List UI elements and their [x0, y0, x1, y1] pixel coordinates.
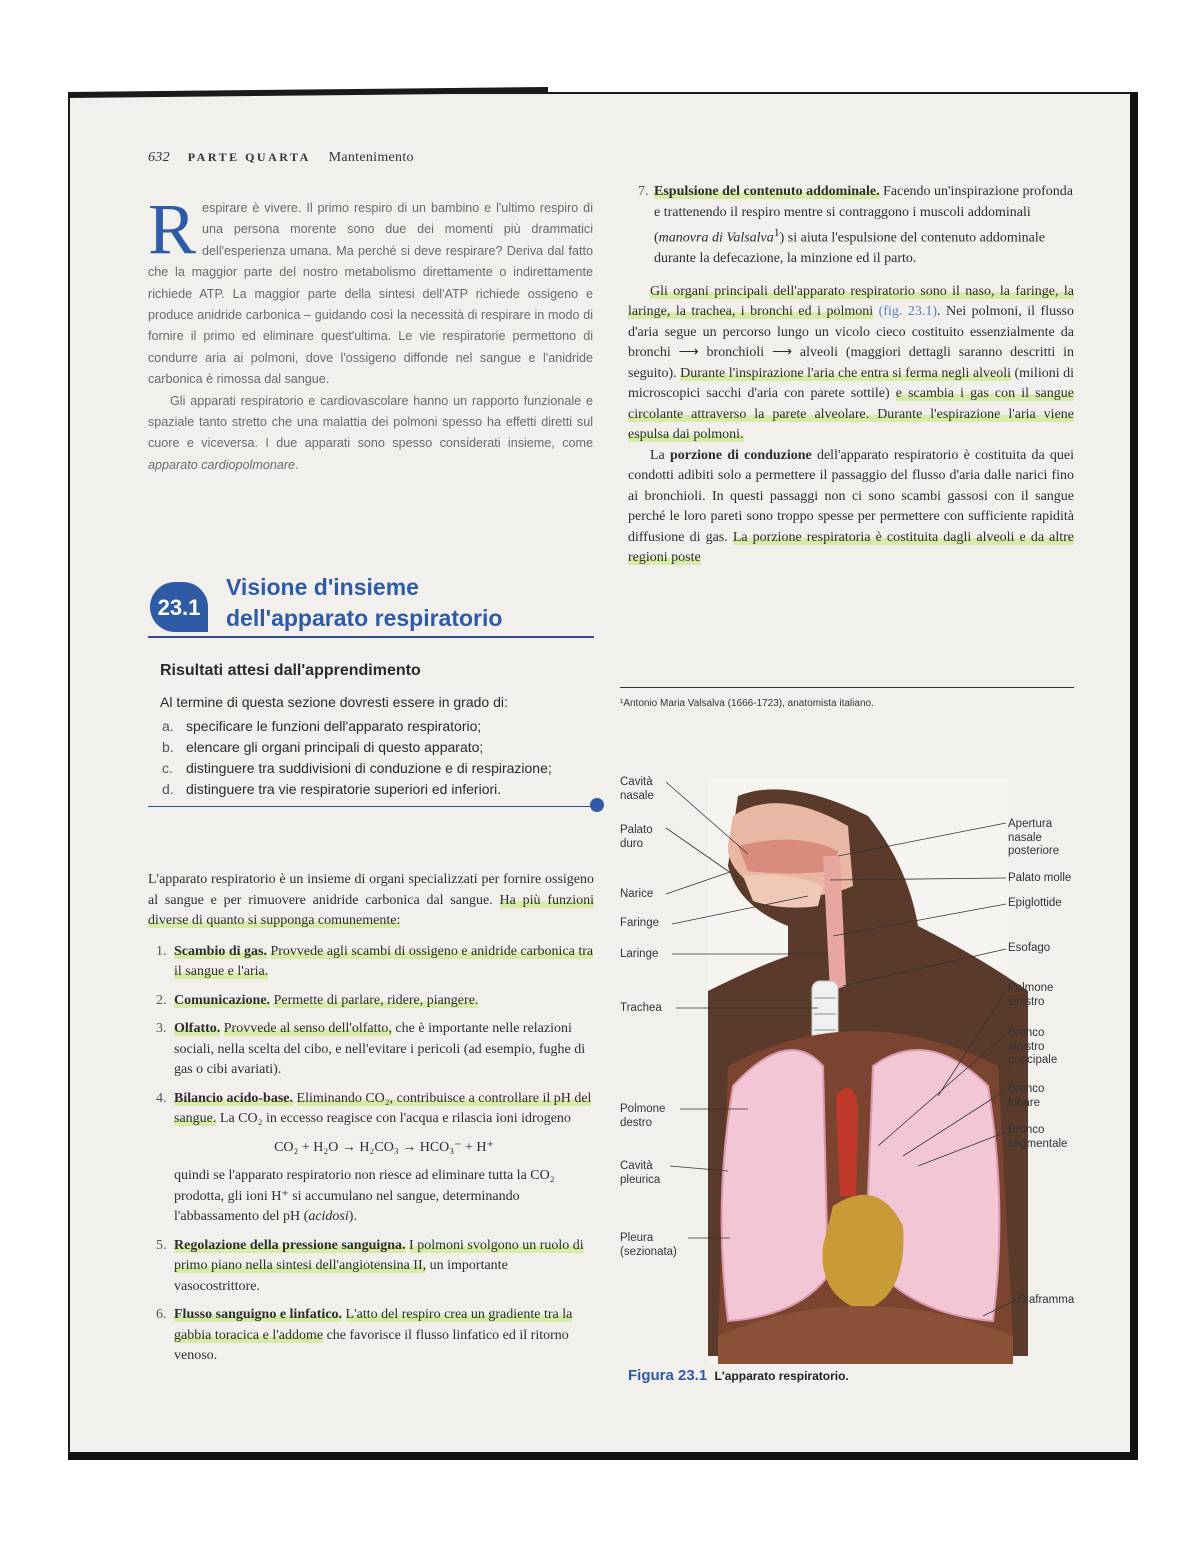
label-lobar-bronchus: Bronco lobare	[1008, 1083, 1045, 1109]
label-nasal-cavity: Cavità nasale	[620, 776, 654, 802]
label-nostril: Narice	[620, 888, 654, 900]
left-column-body	[148, 870, 594, 1375]
running-header	[148, 150, 414, 166]
function-item-7: 7. Espulsione del contenuto addominale. Facendo un'inspirazione profonda e trattenendo il respiro mentre si contraggono i muscoli addominali (manovra di Valsalva$^1$) si aiuta l'espulsione del contenuto addominale durante la defecazione, la minzione ed il parto.	[638, 184, 1074, 267]
chapter-intro	[148, 189, 593, 476]
label-epiglottis: Epiglottide	[1008, 897, 1062, 909]
functions-list	[148, 942, 594, 1367]
figure-number: Figura 23.1	[628, 1367, 708, 1384]
label-left-lung: Polmone sinistro	[1008, 982, 1054, 1008]
label-right-lung: Polmone destro	[620, 1103, 666, 1129]
function-item: 1. Scambio di gas. Provvede agli scambi di ossigeno e anidride carbonica tra il sangue e l'aria.	[156, 943, 594, 979]
figure-caption-text: L'apparato respiratorio.	[714, 1369, 849, 1383]
function-item: 4. Bilancio acido-base. Eliminando CO₂, contribuisce a controllare il pH del sangue. La CO₂ in eccesso reagisce con l'acqua e rilascia ioni idrogeno CO₂ + H₂O → H₂CO₃ → HCO₃⁻ + H⁺ quindi se l'apparato respiratorio non riesce ad eliminare tutta la CO₂ prodotta, gli ioni H⁺ si accumulano nel sangue, determinando l'abbassamento del pH (acidosi).	[148, 1089, 594, 1228]
section-heading	[148, 572, 594, 638]
label-pleura-cut: Pleura (sezionata)	[620, 1232, 677, 1258]
objectives-list	[148, 716, 594, 800]
label-pharynx: Faringe	[620, 917, 659, 929]
section-title: Visione d'insieme dell'apparato respiratorio	[226, 574, 503, 631]
objective-item: b. elencare gli organi principali di questo apparato;	[162, 739, 484, 755]
footnote: ¹Antonio Maria Valsalva (1666-1723), anatomista italiano.	[620, 698, 874, 709]
function-item: 2. Comunicazione. Permette di parlare, ridere, piangere.	[156, 992, 479, 1008]
label-soft-palate: Palato molle	[1008, 872, 1072, 884]
chemical-formula: CO₂ + H₂O → H₂CO₃ → HCO₃⁻ + H⁺	[274, 1139, 494, 1155]
right-column-body	[628, 182, 1074, 569]
learning-objectives	[148, 662, 594, 807]
label-posterior-nasal-aperture: Apertura nasale posteriore	[1008, 818, 1060, 857]
part-label: PARTE QUARTA	[187, 150, 311, 164]
objective-item: a. specificare le funzioni dell'apparato respiratorio;	[162, 718, 482, 734]
label-left-main-bronchus: Bronco sinistro principale	[1008, 1027, 1058, 1066]
drop-cap: R	[148, 189, 197, 269]
label-segmental-bronchus: Bronco segmentale	[1008, 1124, 1068, 1150]
label-larynx: Laringe	[620, 948, 659, 960]
organs-paragraph: Gli organi principali dell'apparato respiratorio sono il naso, la faringe, la laringe, la trachea, i bronchi ed i polmoni (fig. 23.1). Nei polmoni, il flusso d'aria segue un percorso lungo un vicolo cieco costituito essenzialmente da bronchi ⟶ bronchioli ⟶ alveoli (maggiori dettagli saranno descritti in seguito). Durante l'inspirazione l'aria che entra si ferma negli alveoli (milioni di microscopici sacchi d'aria con parete sottile) e scambia i gas con il sangue circolante attraverso la parete alveolare. Durante l'espirazione l'aria viene espulsa dai polmoni.	[628, 283, 1075, 443]
objectives-title: Risultati attesi dall'apprendimento	[160, 662, 421, 679]
objective-item: c. distinguere tra suddivisioni di conduzione e di respirazione;	[162, 760, 552, 776]
respiratory-figure	[618, 776, 1088, 1366]
function-item: 6. Flusso sanguigno e linfatico. L'atto del respiro crea un gradiente tra la gabbia toracica e l'addome che favorisce il flusso linfatico ed il ritorno venoso.	[156, 1307, 573, 1363]
label-trachea: Trachea	[620, 1002, 662, 1014]
objectives-intro: Al termine di questa sezione dovresti essere in grado di:	[160, 694, 508, 710]
figure-reference-link[interactable]: (fig. 23.1)	[878, 304, 937, 320]
functions-intro: L'apparato respiratorio è un insieme di organi specializzati per fornire ossigeno al sangue e per rimuovere anidride carbonica dal sangue. Ha più funzioni diverse di quanto si supponga comunemente:	[148, 872, 594, 928]
page-edge-right	[1130, 92, 1138, 1460]
function-item: 5. Regolazione della pressione sanguigna. I polmoni svolgono un ruolo di primo piano nella sintesi dell'angiotensina II, un importante vasocostrittore.	[156, 1237, 584, 1294]
function-item: 3. Olfatto. Provvede al senso dell'olfatto, che è importante nelle relazioni sociali, nella scelta del cibo, e nell'evitare i pericoli (ad esempio, fughe di gas o cibi avariati).	[156, 1021, 586, 1077]
label-esophagus: Esofago	[1008, 942, 1051, 954]
label-diaphragm: Diaframma	[1018, 1294, 1075, 1306]
objective-item: d. distinguere tra vie respiratorie superiori ed inferiori.	[162, 781, 502, 797]
objectives-end-dot	[590, 798, 604, 812]
figure-caption	[628, 1367, 849, 1384]
part-title: Mantenimento	[328, 150, 414, 165]
intro-paragraph-2: Gli apparati respiratorio e cardiovascolare hanno un rapporto funzionale e spaziale tanto stretto che una malattia dei polmoni spesso ha effetti diretti sul cuore e viceversa. I due apparati sono spesso considerati insieme, come apparato cardiopolmonare.	[148, 393, 593, 472]
respiratory-illustration	[618, 776, 1088, 1366]
conduction-paragraph: La porzione di conduzione dell'apparato respiratorio è costituita da quei condotti adibiti solo a permettere il passaggio del flusso d'aria dalle narici fino ai bronchioli. In questi passaggi non ci sono scambi gassosi con il sangue perché le loro pareti sono troppo spesse per permettere con sufficiente rapidità diffusione di gas. La porzione respiratoria è costituita dagli alveoli e da altre regioni poste	[628, 447, 1074, 566]
footnote-rule	[620, 687, 1074, 688]
label-hard-palate: Palato duro	[620, 824, 653, 850]
right-lung-shape	[722, 1050, 828, 1321]
page-number: 632	[148, 150, 170, 165]
intro-paragraph-1: espirare è vivere. Il primo respiro di un bambino e l'ultimo respiro di una persona morente sono due dei momenti più drammatici dell'esperienza umana. Ma perché si deve respirare? Deriva dal fatto che la maggior parte del nostro metabolismo direttamente o indirettamente richiede ATP. La maggior parte della sintesi dell'ATP richiede ossigeno e produce anidride carbonica – guidando così la necessità di respirare in modo di fornire il primo ed eliminare quest'ultima. Le vie respiratorie permettono di condurre aria ai polmoni, dove l'ossigeno diffonde nel sangue e l'anidride carbonica è rimossa dal sangue.	[148, 201, 593, 387]
section-number-badge: 23.1	[150, 582, 208, 632]
acidosis-text: quindi se l'apparato respiratorio non riesce ad eliminare tutta la CO₂ prodotta, gli ioni H⁺ si accumulano nel sangue, determinando l'abbassamento del pH (acidosi).	[174, 1168, 555, 1224]
label-pleural-cavity: Cavità pleurica	[620, 1160, 661, 1186]
page-edge-bottom	[68, 1452, 1138, 1460]
